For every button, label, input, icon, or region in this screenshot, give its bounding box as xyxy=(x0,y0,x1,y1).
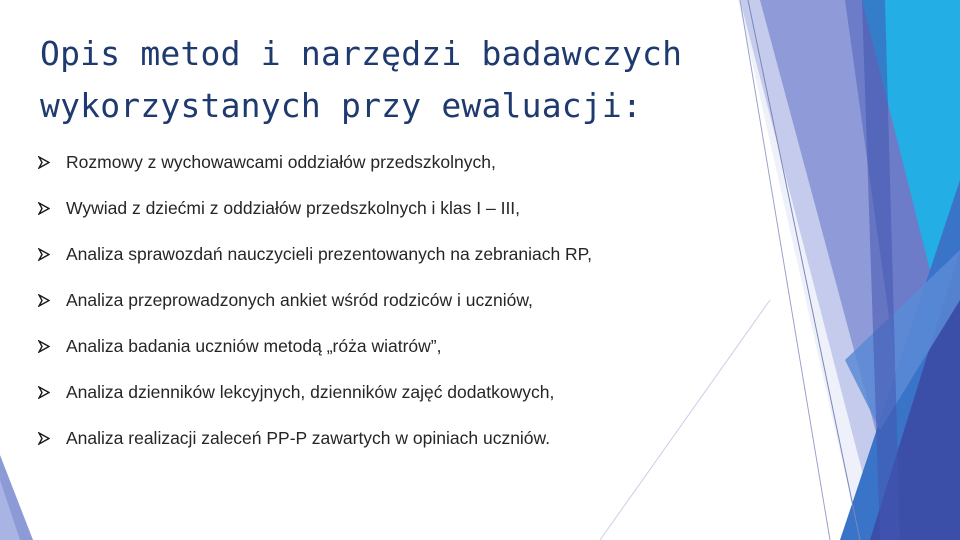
list-item xyxy=(38,197,718,243)
arrowhead-bullet-icon xyxy=(38,243,66,265)
arrowhead-bullet-icon xyxy=(38,151,66,173)
list-item xyxy=(38,243,718,289)
bullet-text: Analiza realizacji zaleceń PP-P zawartych w opiniach uczniów. xyxy=(66,428,551,448)
arrowhead-bullet-icon xyxy=(38,335,66,357)
bullet-text: Analiza sprawozdań nauczycieli prezentowanych na zebraniach RP, xyxy=(66,244,592,264)
arrowhead-bullet-icon xyxy=(38,381,66,403)
list-item xyxy=(38,381,718,427)
bullet-text: Analiza dzienników lekcyjnych, dzienników zajęć dodatkowych, xyxy=(66,382,555,402)
list-item xyxy=(38,335,718,381)
slide-title-line-1: Opis metod i narzędzi badawczych xyxy=(40,34,683,73)
list-item xyxy=(38,427,718,473)
bullet-text: Rozmowy z wychowawcami oddziałów przedszkolnych, xyxy=(66,152,496,172)
bullet-list xyxy=(38,151,718,473)
list-item xyxy=(38,289,718,335)
arrowhead-bullet-icon xyxy=(38,289,66,311)
bullet-text: Wywiad z dziećmi z oddziałów przedszkolnych i klas I – III, xyxy=(66,198,521,218)
slide-title xyxy=(40,28,730,132)
arrowhead-bullet-icon xyxy=(38,197,66,219)
list-item xyxy=(38,151,718,197)
arrowhead-bullet-icon xyxy=(38,427,66,449)
bullet-text: Analiza przeprowadzonych ankiet wśród rodziców i uczniów, xyxy=(66,290,533,310)
bullet-text: Analiza badania uczniów metodą „róża wiatrów”, xyxy=(66,336,442,356)
slide-title-line-2: wykorzystanych przy ewaluacji: xyxy=(40,86,643,125)
